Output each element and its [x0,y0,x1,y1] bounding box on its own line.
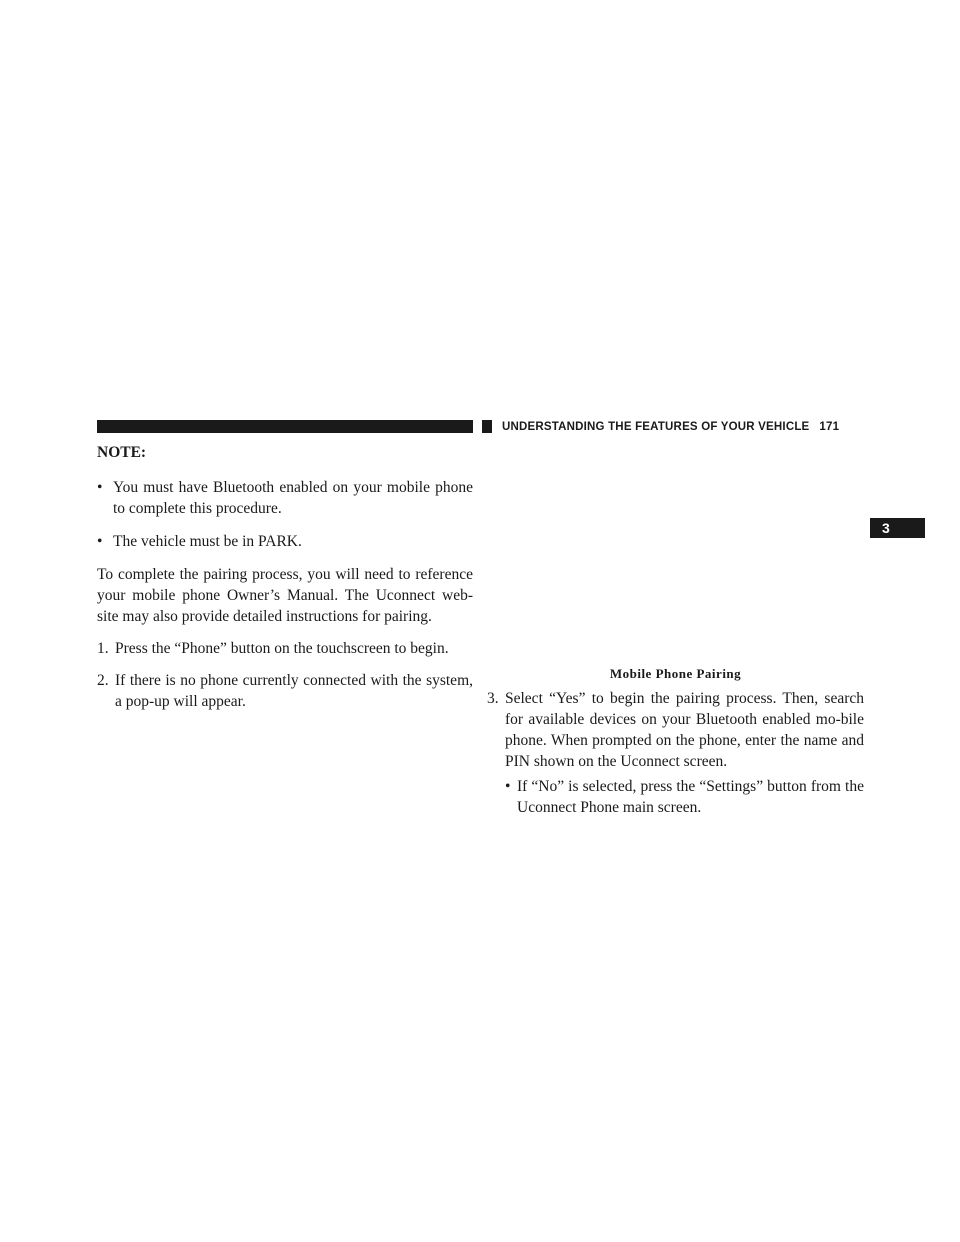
page-number: 171 [819,421,840,433]
note-heading: NOTE: [97,444,147,461]
step-number: 3. [487,690,499,707]
step-number: 1. [97,640,109,657]
left-column [97,440,473,723]
step-item [487,688,864,772]
bullet-dot-icon: • [97,533,103,550]
note-bullet [97,531,473,552]
step-text: If there is no phone currently connected with the system, a pop-up will appear. [115,672,473,710]
step-number: 2. [97,672,109,689]
bullet-dot-icon: • [505,778,511,795]
bullet-dot-icon: • [97,479,103,496]
chapter-tab: 3 [870,518,925,538]
step-item [97,638,473,659]
note-bullet-text: The vehicle must be in PARK. [113,533,302,550]
note-bullet [97,477,473,519]
header-rule-right [482,420,492,433]
header-rule-left [97,420,473,433]
right-column [487,688,864,818]
step-text: Select “Yes” to begin the pairing process. Then, search for available devices on your Bluetooth enabled mo-bile phone. When prompted on the phone, enter the name and PIN shown on the Uconnect screen. [505,690,864,770]
step-text: Press the “Phone” button on the touchscreen to begin. [115,640,449,657]
running-header [502,418,862,436]
figure-caption: Mobile Phone Pairing [609,666,742,681]
body-paragraph: To complete the pairing process, you will need to reference your mobile phone Owner’s Manual. The Uconnect web-site may also provide detailed instructions for pairing. [97,566,473,625]
note-bullet-text: You must have Bluetooth enabled on your mobile phone to complete this procedure. [113,479,473,517]
step-item [97,670,473,712]
section-title: UNDERSTANDING THE FEATURES OF YOUR VEHICLE [502,421,810,433]
sub-bullet [487,776,864,818]
sub-bullet-text: If “No” is selected, press the “Settings” button from the Uconnect Phone main screen. [517,778,864,816]
figure-image-placeholder [487,440,864,662]
